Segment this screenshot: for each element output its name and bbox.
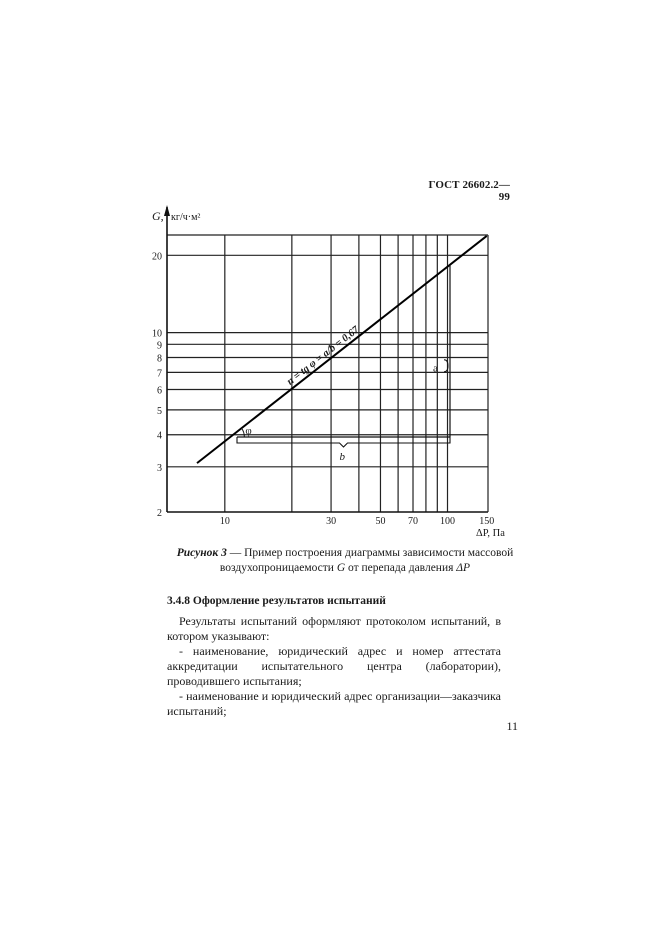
page-number: 11 (506, 719, 518, 733)
y-tick-label: 8 (157, 353, 162, 365)
y-tick-label: 10 (152, 328, 162, 340)
x-tick-label: 150 (479, 516, 495, 527)
y-tick-label: 6 (157, 385, 162, 397)
chart-series (197, 236, 487, 463)
caption-text-2b: от перепада давления (345, 562, 457, 574)
series-line (197, 236, 487, 463)
segment-a-label: a (433, 362, 438, 375)
y-tick-label: 7 (157, 368, 162, 380)
caption-text-1: — Пример построения диаграммы зависимости массовой (226, 547, 514, 559)
y-tick-label: 20 (152, 251, 162, 263)
x-tick-label: 10 (219, 516, 230, 527)
x-axis-label: ΔP, Па (476, 528, 505, 539)
y-tick-label: 2 (157, 508, 162, 519)
x-tick-label: 70 (408, 516, 419, 527)
paragraph: - наименование и юридический адрес организации—заказчика испытаний; (167, 689, 501, 718)
y-tick-label: 4 (157, 430, 162, 442)
figure-caption (150, 546, 540, 576)
caption-label: Рисунок 3 (176, 547, 227, 559)
caption-line-1 (150, 546, 540, 561)
caption-text-2a: воздухопроницаемости (219, 562, 337, 574)
angle-arc (241, 428, 244, 437)
y-tick-label: 5 (157, 405, 162, 417)
caption-line-2 (150, 561, 540, 576)
paragraph: - наименование, юридический адрес и номер аттестата аккредитации испытательного центра (лаборатории), проводившего испытания; (167, 644, 501, 688)
chart-grid (167, 235, 488, 512)
x-tick-label: 100 (440, 516, 456, 527)
segment-b-brace (237, 437, 450, 447)
x-tick-label: 50 (375, 516, 386, 527)
x-tick-label: 30 (326, 516, 337, 527)
y-tick-label: 3 (157, 462, 162, 474)
segment-b-label: b (339, 451, 345, 463)
y-axis-symbol: G, (152, 209, 164, 223)
paragraph: Результаты испытаний оформляют протоколом испытаний, в котором указывают: (167, 614, 501, 643)
caption-var-g: G (336, 562, 346, 574)
y-axis-unit: кг/ч·м² (171, 212, 201, 223)
slope-equation-label: n = tg φ = a/b = 0,67 (285, 324, 362, 388)
angle-phi-label: φ (245, 425, 252, 437)
chart-annotations (237, 265, 450, 447)
caption-var-dp: ΔP (456, 562, 471, 574)
y-tick-label: 9 (157, 340, 162, 352)
section-body (167, 614, 501, 719)
document-code: ГОСТ 26602.2—99 (428, 179, 510, 203)
y-axis-arrow (164, 205, 170, 216)
section-heading: 3.4.8 Оформление результатов испытаний (167, 595, 386, 607)
